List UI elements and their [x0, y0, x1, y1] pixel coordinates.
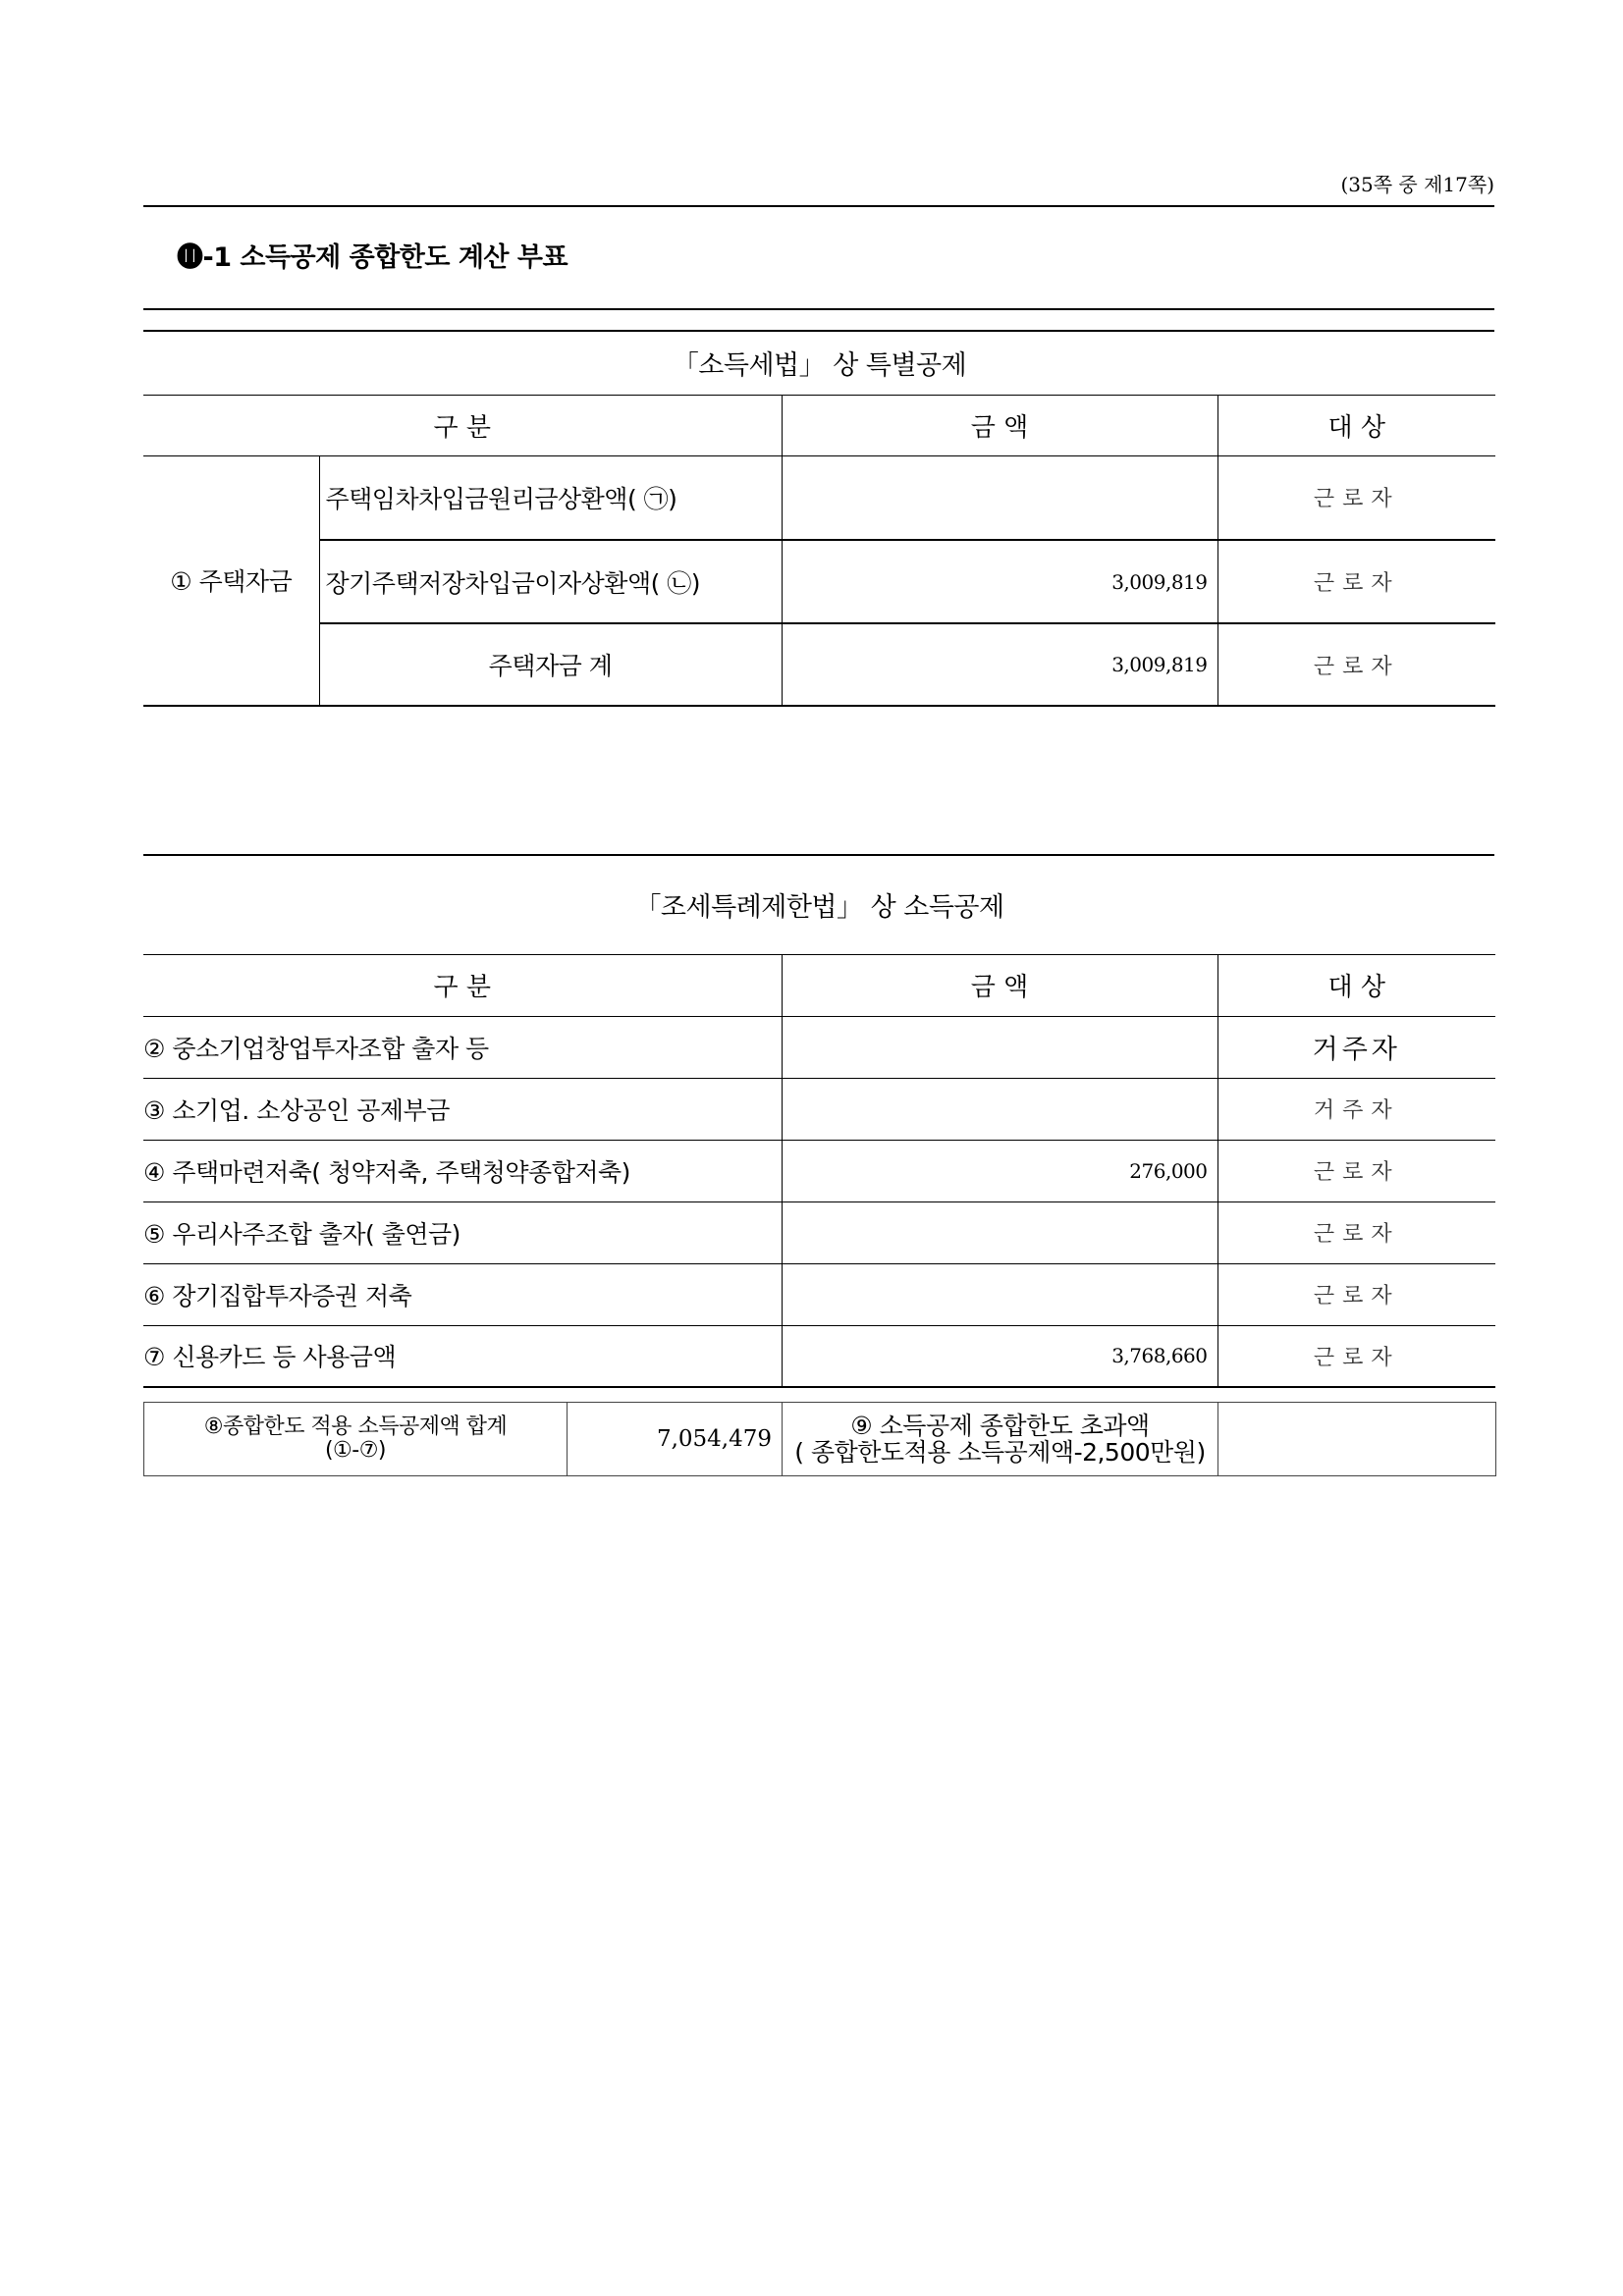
header-target: 대 상: [1217, 954, 1495, 1016]
row-target: 거주자: [1217, 1016, 1495, 1078]
row-amount: [782, 455, 1217, 540]
row-amount: 3,009,819: [782, 540, 1217, 623]
header-category: 구 분: [143, 954, 782, 1016]
header-category: 구 분: [143, 395, 782, 455]
excess-amount-label-line2: ( 종합한도적용 소득공제액-2,500만원): [794, 1438, 1206, 1467]
excess-amount-label-line1: ⑨ 소득공제 종합한도 초과액: [850, 1412, 1150, 1440]
housing-fund-total-label: 주택자금 계: [319, 623, 782, 706]
section1-top-rule-1: [143, 308, 1494, 310]
row-target: 근로자: [1217, 1140, 1495, 1201]
row-target: 근로자: [1217, 623, 1495, 706]
header-amount: 금 액: [782, 954, 1217, 1016]
page-number: (35쪽 중 제17쪽): [1340, 173, 1494, 196]
row-target: 근로자: [1217, 1201, 1495, 1263]
section2-caption: 「조세특례제한법」 상 소득공제: [143, 856, 1495, 954]
housing-fund-group-label: ① 주택자금: [143, 455, 319, 706]
row-label: ⑦ 신용카드 등 사용금액: [143, 1325, 782, 1387]
total-deduction-label-line2: (①-⑦): [324, 1438, 387, 1463]
section1-caption: 「소득세법」 상 특별공제: [143, 332, 1495, 395]
row-label: 장기주택저장차입금이자상환액( ㉡): [319, 540, 782, 623]
excess-amount-value: [1218, 1403, 1496, 1476]
row-label: ② 중소기업창업투자조합 출자 등: [143, 1016, 782, 1078]
tax-special-act-deduction-table: [143, 856, 1495, 1388]
top-rule: [143, 205, 1494, 207]
row-label: 주택임차차입금원리금상환액( ㉠): [319, 455, 782, 540]
header-amount: 금 액: [782, 395, 1217, 455]
row-label: ③ 소기업. 소상공인 공제부금: [143, 1078, 782, 1140]
document-title: ⓫-1 소득공제 종합한도 계산 부표: [177, 242, 568, 273]
total-deduction-amount: 7,054,479: [568, 1403, 783, 1476]
total-deduction-label-line1: ⑧종합한도 적용 소득공제액 합계: [203, 1415, 508, 1439]
row-amount: [782, 1078, 1217, 1140]
income-tax-act-deduction-table: [143, 332, 1495, 707]
total-deduction-label: [144, 1403, 568, 1476]
row-target: 근로자: [1217, 540, 1495, 623]
row-label: ⑤ 우리사주조합 출자( 출연금): [143, 1201, 782, 1263]
row-target: 거주자: [1217, 1078, 1495, 1140]
row-label: ④ 주택마련저축( 청약저축, 주택청약종합저축): [143, 1140, 782, 1201]
row-target: 근로자: [1217, 1263, 1495, 1325]
row-amount: [782, 1263, 1217, 1325]
row-amount: 276,000: [782, 1140, 1217, 1201]
row-target: 근로자: [1217, 1325, 1495, 1387]
row-amount: [782, 1201, 1217, 1263]
row-label: ⑥ 장기집합투자증권 저축: [143, 1263, 782, 1325]
row-target: 근로자: [1217, 455, 1495, 540]
summary-table: [143, 1402, 1496, 1476]
excess-amount-label: [783, 1403, 1218, 1476]
header-target: 대 상: [1217, 395, 1495, 455]
housing-fund-total-amount: 3,009,819: [782, 623, 1217, 706]
row-amount: [782, 1016, 1217, 1078]
row-amount: 3,768,660: [782, 1325, 1217, 1387]
